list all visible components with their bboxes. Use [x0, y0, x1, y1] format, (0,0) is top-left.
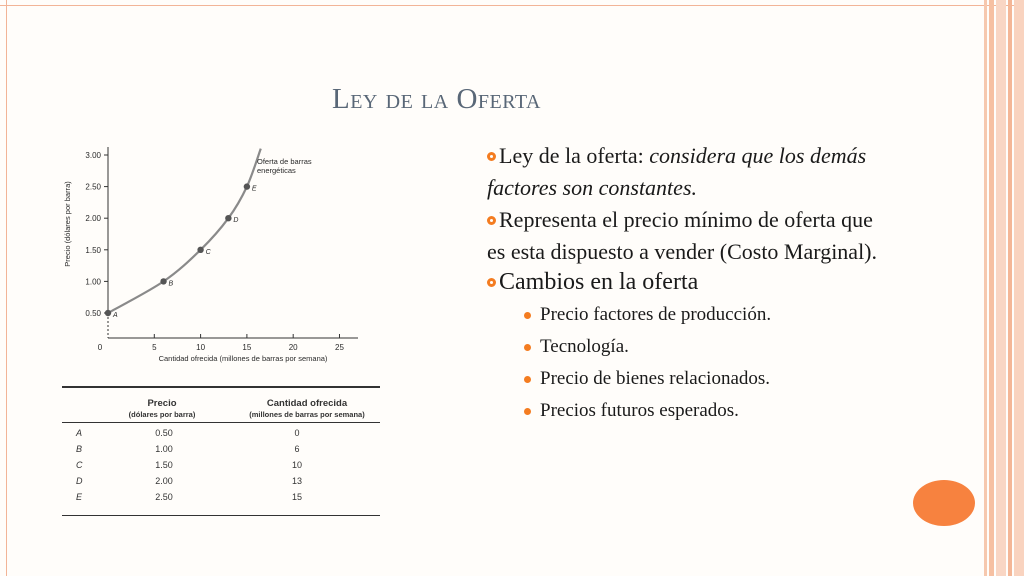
row-quantity: 10 — [291, 460, 302, 470]
point-label-a: A — [113, 312, 118, 319]
table-row — [62, 492, 380, 508]
bullet-list — [487, 140, 882, 427]
bullet-text: Cambios en la oferta — [499, 269, 699, 295]
x-tick-label: 5 — [152, 343, 157, 352]
x-axis-title: Cantidad ofrecida (millones de barras por semana) — [158, 354, 328, 363]
data-point-c — [197, 247, 203, 253]
y-tick-label: 2.50 — [85, 182, 101, 192]
decor-stripe — [989, 0, 994, 576]
supply-table — [62, 386, 380, 518]
row-price: 0.50 — [155, 428, 173, 438]
bullet-dot-icon — [524, 408, 531, 415]
x-tick-label: 25 — [335, 343, 344, 352]
row-quantity: 6 — [294, 444, 300, 454]
bullet-ring-icon — [487, 278, 496, 287]
decor-stripe — [1014, 0, 1024, 576]
data-point-d — [225, 215, 231, 221]
row-label: D — [76, 476, 83, 486]
row-label: C — [76, 460, 83, 470]
subbullet-item — [487, 363, 882, 395]
bullet-ring-icon — [487, 152, 496, 161]
table-header-price: Precio — [147, 398, 177, 409]
table-row — [62, 476, 380, 492]
subbullet-item — [487, 395, 882, 427]
table-subheader-price: (dólares por barra) — [128, 410, 196, 419]
y-axis-title: Precio (dólares por barra) — [63, 181, 72, 267]
y-tick-label: 1.50 — [85, 245, 101, 255]
row-quantity: 13 — [291, 476, 302, 486]
data-point-e — [244, 183, 250, 189]
bullet-dot-icon — [524, 376, 531, 383]
subbullet-text: Precio factores de producción. — [540, 303, 772, 325]
row-price: 1.50 — [155, 460, 173, 470]
series-label: energéticas — [257, 166, 296, 175]
x-tick-label: 20 — [288, 343, 298, 352]
row-label: E — [76, 492, 83, 502]
bullet-item — [487, 267, 882, 299]
subbullet-text: Precio de bienes relacionados. — [540, 367, 771, 389]
row-label: B — [76, 444, 83, 454]
bullet-text: Ley de la oferta: — [499, 143, 650, 168]
y-tick-label: 2.00 — [85, 214, 101, 224]
series-label: Oferta de barras — [257, 157, 312, 166]
slide-title: Ley de la Oferta — [332, 83, 541, 115]
y-tick-label: 0.50 — [85, 309, 101, 318]
table-header-quantity: Cantidad ofrecida — [266, 398, 348, 409]
point-label-c: C — [205, 248, 211, 256]
supply-chart — [58, 135, 378, 370]
bullet-text: Representa el precio mínimo de oferta que es esta dispuesto a vender (Costo Marginal). — [487, 207, 878, 264]
slide-nav-button[interactable] — [913, 480, 975, 526]
frame-left-border — [0, 0, 7, 576]
row-price: 1.00 — [155, 444, 173, 454]
point-label-e: E — [251, 185, 257, 193]
row-label: A — [76, 428, 83, 438]
row-price: 2.00 — [155, 476, 173, 486]
chart-labels — [257, 157, 312, 175]
row-quantity: 0 — [294, 428, 300, 438]
decor-stripe — [996, 0, 1006, 576]
x-tick-label: 15 — [242, 343, 252, 352]
data-point-a — [105, 310, 111, 316]
chart-curve — [108, 149, 261, 313]
point-label-b: B — [168, 280, 174, 288]
data-point-b — [160, 278, 166, 284]
subbullet-item — [487, 299, 882, 331]
table-header-rule — [62, 422, 380, 423]
frame-top-border — [0, 0, 1024, 6]
y-tick-label: 1.00 — [85, 277, 101, 287]
point-label-d: D — [233, 217, 239, 225]
bullet-item — [487, 140, 882, 203]
decor-stripe — [1008, 0, 1012, 576]
subbullet-text: Precios futuros esperados. — [540, 399, 739, 421]
decor-stripe — [984, 0, 987, 576]
bullet-ring-icon — [487, 216, 496, 225]
bullet-item — [487, 204, 882, 267]
row-quantity: 15 — [291, 492, 302, 502]
bullet-dot-icon — [524, 344, 531, 351]
supply-curve — [108, 149, 261, 313]
x-tick-label: 10 — [196, 343, 206, 352]
row-price: 2.50 — [155, 492, 173, 502]
table-top-rule — [62, 386, 380, 388]
subbullet-text: Tecnología. — [540, 335, 629, 357]
table-row — [62, 460, 380, 476]
table-row — [62, 428, 380, 444]
x-tick-label: 0 — [97, 343, 103, 352]
bullet-emphasis: considera que los demás factores son constantes. — [487, 143, 867, 200]
y-tick-label: 3.00 — [85, 151, 101, 160]
subbullet-item — [487, 331, 882, 363]
bullet-dot-icon — [524, 312, 531, 319]
table-subheader-quantity: (millones de barras por semana) — [249, 410, 365, 419]
table-bottom-rule — [62, 515, 380, 516]
table-row — [62, 444, 380, 460]
chart-points — [105, 183, 257, 319]
